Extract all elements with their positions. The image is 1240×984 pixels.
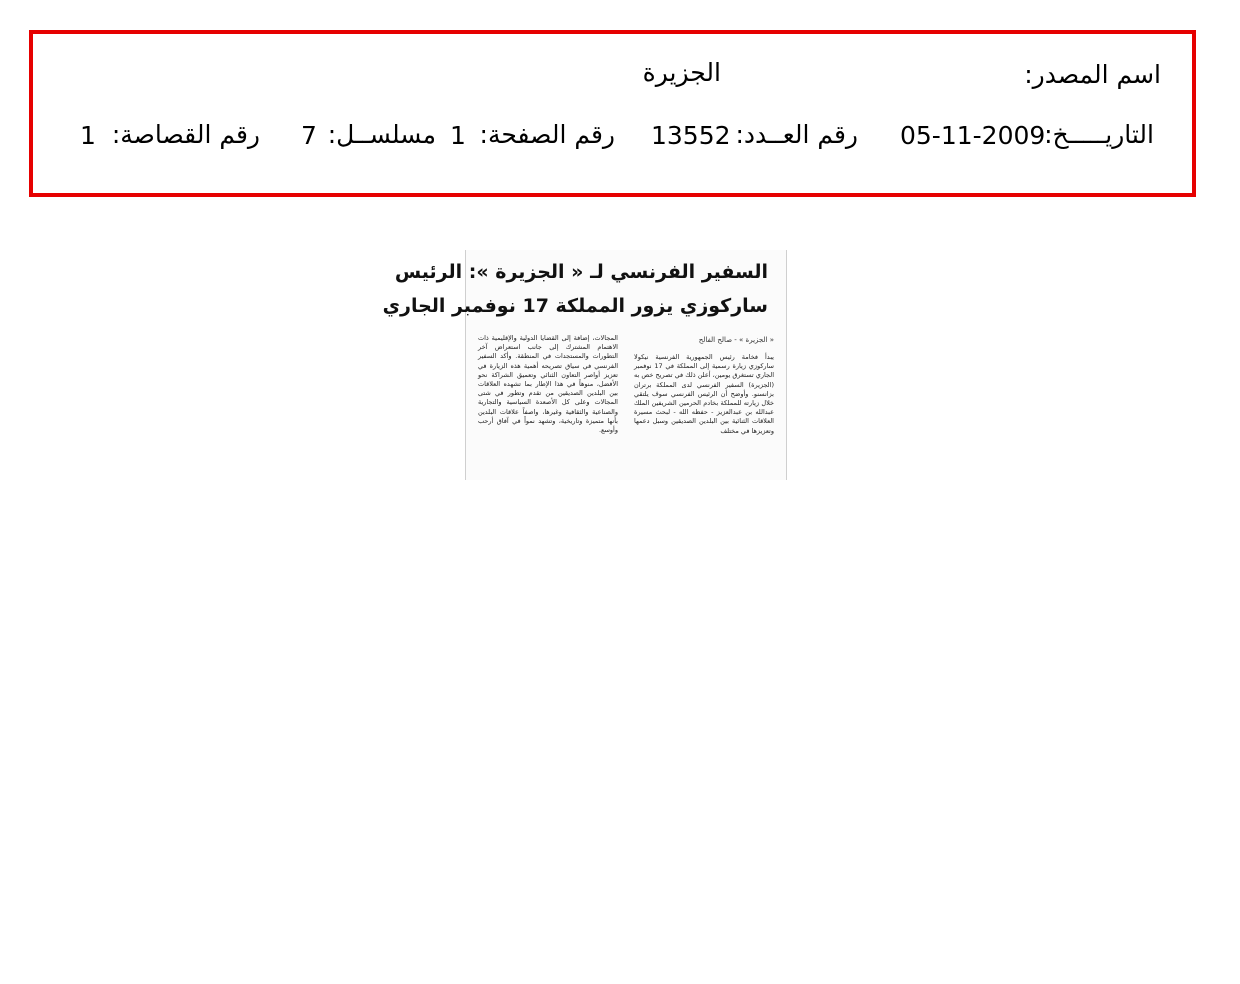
source-value: الجزيرة xyxy=(642,58,721,87)
headline-line-2: ساركوزي يزور المملكة 17 نوفمبر الجاري xyxy=(382,295,768,317)
headline-line-1: السفير الفرنسي لـ « الجزيرة »: الرئيس xyxy=(394,261,768,283)
page-label: رقم الصفحة: xyxy=(479,120,615,149)
page-value: 1 xyxy=(450,121,466,150)
serial-label: مسلســل: xyxy=(327,120,436,149)
date-value: 05-11-2009 xyxy=(900,121,1046,150)
date-label: التاريـــــخ: xyxy=(1044,120,1154,149)
article-byline: « الجزيرة » - صالح الفالح xyxy=(698,336,774,344)
serial-value: 7 xyxy=(301,121,317,150)
issue-label: رقم العــدد: xyxy=(735,120,858,149)
clip-label: رقم القصاصة: xyxy=(111,120,260,149)
article-column-right: يبدأ فخامة رئيس الجمهورية الفرنسية نيكولا ساركوزي زيارة رسمية إلى المملكة في 17 نوفمبر الجاري تستغرق يومين، أعلن ذلك في تصريح خص به (الجزيرة) السفير الفرنسي لدى المملكة برتران بزانسنو. وأوضح أن الرئيس الفرنسي سوف يلتقي خلال زيارته للمملكة بخادم الحرمين الشريفين الملك عبدالله بن عبدالعزيز - حفظه الله - لبحث مسيرة العلاقات الثنائية بين البلدين الصديقين وسبل دعمها وتعزيزها في مختلف xyxy=(634,353,774,435)
source-info-frame xyxy=(29,30,1196,197)
issue-value: 13552 xyxy=(651,121,731,150)
article-column-left: المجالات، إضافة إلى القضايا الدولية والإقليمية ذات الاهتمام المشترك إلى جانب استعراض آخر التطورات والمستجدات في المنطقة. وأكد السفير الفرنسي في سياق تصريحه أهمية هذه الزيارة في تعزيز أواصر التعاون الثنائي وتعميق الشراكة نحو الأفضل، منوهاً في هذا الإطار بما تشهده العلاقات بين البلدين الصديقين من تقدم وتطور في شتى المجالات وعلى كل الأصعدة السياسية والتجارية والصناعية والثقافية وغيرها، واصفاً علاقات البلدين بأنها متميزة وتاريخية، وتشهد نمواً في آفاق أرحب وأوسع. xyxy=(478,334,618,435)
newspaper-clipping xyxy=(382,250,787,480)
clip-value: 1 xyxy=(80,121,96,150)
source-label: اسم المصدر: xyxy=(1024,60,1161,89)
